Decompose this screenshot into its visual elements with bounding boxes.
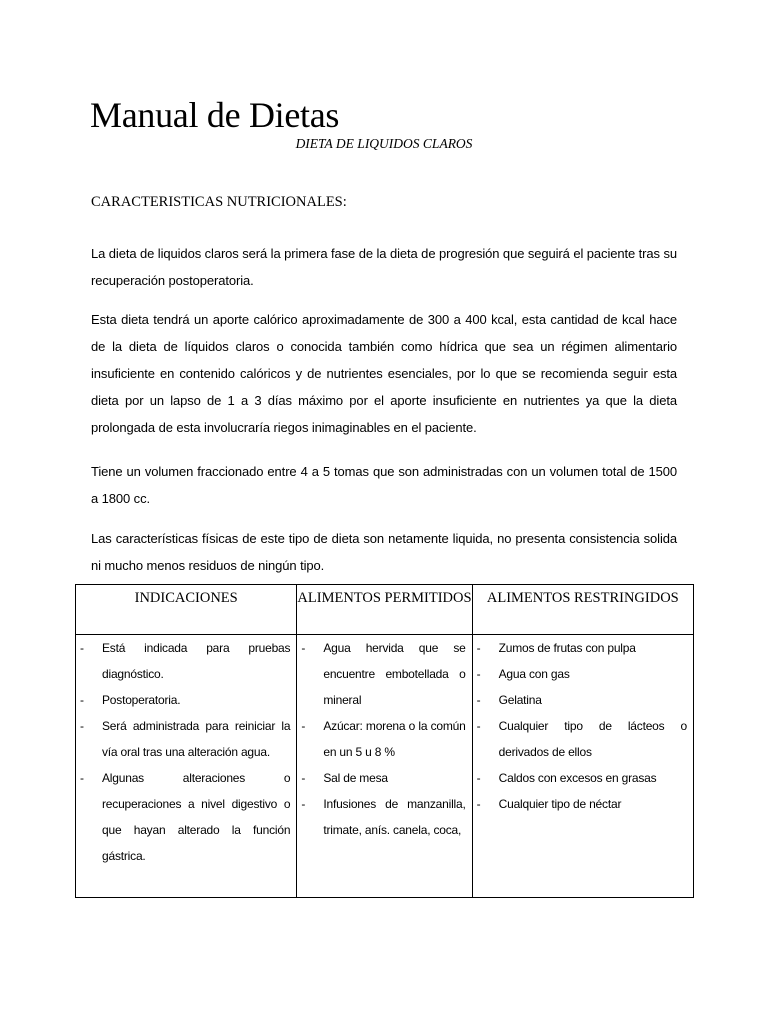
- header-alimentos-permitidos: ALIMENTOS PERMITIDOS: [297, 585, 472, 635]
- document-subtitle: DIETA DE LIQUIDOS CLAROS: [295, 136, 473, 151]
- list-item: [473, 765, 693, 791]
- paragraph: Las características físicas de este tipo de dieta son netamente liquida, no presenta consistencia solida ni mucho menos residuos de ningún tipo.: [91, 531, 677, 573]
- list-item-text: Cualquier tipo de néctar: [498, 797, 622, 811]
- header-indicaciones: INDICACIONES: [76, 585, 297, 635]
- diet-table: [75, 584, 694, 898]
- list-item: [297, 635, 471, 713]
- table-row: [76, 635, 694, 898]
- list-item-text: Agua hervida que se encuentre embotellada o mineral: [323, 641, 466, 707]
- bullet-dash: -: [301, 719, 306, 733]
- list-item: [297, 765, 471, 791]
- bullet-dash: -: [80, 771, 84, 785]
- list-item-text: Caldos con excesos en grasas: [498, 771, 657, 785]
- list-item-text: Postoperatoria.: [102, 693, 181, 707]
- bullet-dash: -: [476, 641, 481, 655]
- list-item: [473, 791, 693, 817]
- bullet-dash: -: [80, 641, 84, 655]
- indicaciones-cell: [76, 635, 297, 898]
- list-item-text: Infusiones de manzanilla, trimate, anís. canela, coca,: [323, 797, 466, 837]
- list-item-text: Sal de mesa: [323, 771, 388, 785]
- restringidos-cell: [472, 635, 693, 898]
- bullet-dash: -: [301, 771, 306, 785]
- bullet-dash: -: [476, 771, 481, 785]
- section-heading: CARACTERISTICAS NUTRICIONALES:: [91, 194, 347, 210]
- document-title: Manual de Dietas: [90, 95, 340, 135]
- paragraph: Tiene un volumen fraccionado entre 4 a 5 tomas que son administradas con un volumen total de 1500 a 1800 cc.: [91, 464, 677, 506]
- bullet-dash: -: [476, 797, 481, 811]
- list-item-text: Será administrada para reiniciar la vía oral tras una alteración agua.: [102, 719, 291, 759]
- bullet-dash: -: [80, 693, 84, 707]
- list-item: [473, 635, 693, 661]
- bullet-dash: -: [301, 797, 306, 811]
- list-item: [76, 765, 296, 869]
- bullet-dash: -: [476, 719, 481, 733]
- list-item-text: Azúcar: morena o la común en un 5 u 8 %: [323, 719, 466, 759]
- list-item: [473, 713, 693, 765]
- permitidos-list: [297, 635, 471, 843]
- paragraph: Esta dieta tendrá un aporte calórico aproximadamente de 300 a 400 kcal, esta cantidad de kcal hace de la dieta de líquidos claros o conocida también como hídrica que sea un régimen alimentario insuficiente en contenido calóricos y de nutrientes esenciales, por lo que se recomienda seguir esta dieta por un lapso de 1 a 3 días máximo por el aporte insuficiente en nutrientes ya que la dieta prolongada de esta involucraría riegos inimaginables en el paciente.: [91, 312, 677, 435]
- list-item-text: Algunas alteraciones o recuperaciones a nivel digestivo o que hayan alterado la función gástrica.: [102, 771, 291, 863]
- bullet-dash: -: [301, 641, 306, 655]
- list-item: [297, 713, 471, 765]
- indicaciones-list: [76, 635, 296, 869]
- list-item: [76, 687, 296, 713]
- header-alimentos-restringidos: ALIMENTOS RESTRINGIDOS: [472, 585, 693, 635]
- list-item: [473, 661, 693, 687]
- list-item: [76, 635, 296, 687]
- bullet-dash: -: [476, 693, 481, 707]
- list-item-text: Zumos de frutas con pulpa: [498, 641, 636, 655]
- list-item-text: Cualquier tipo de lácteos o derivados de ellos: [498, 719, 687, 759]
- table-header-row: [76, 585, 694, 635]
- permitidos-cell: [297, 635, 472, 898]
- list-item-text: Agua con gas: [498, 667, 570, 681]
- bullet-dash: -: [476, 667, 481, 681]
- list-item-text: Está indicada para pruebas diagnóstico.: [102, 641, 291, 681]
- list-item: [297, 791, 471, 843]
- list-item-text: Gelatina: [498, 693, 542, 707]
- paragraph: La dieta de liquidos claros será la primera fase de la dieta de progresión que seguirá el paciente tras su recuperación postoperatoria.: [91, 246, 677, 288]
- list-item: [76, 713, 296, 765]
- restringidos-list: [473, 635, 693, 817]
- bullet-dash: -: [80, 719, 84, 733]
- list-item: [473, 687, 693, 713]
